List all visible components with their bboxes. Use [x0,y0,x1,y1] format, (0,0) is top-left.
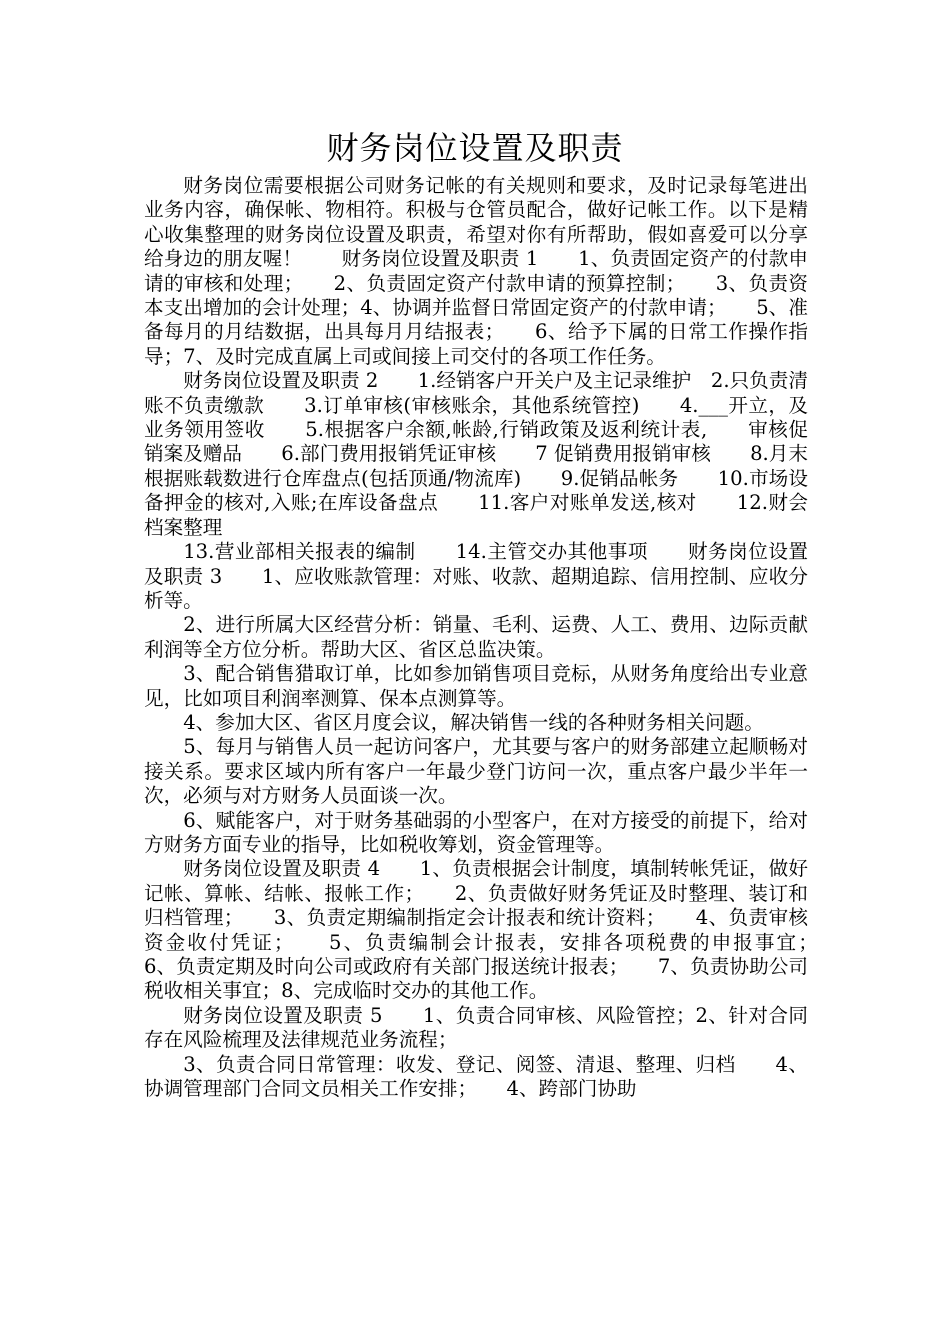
paragraph-duties-2: 财务岗位设置及职责 2 1.经销客户开关户及主记录维护 2.只负责清账不负责缴款 3.订单审核(审核账余，其他系统管控) 4.___开立，及业务领用签收 5.根据客户余额,帐龄,行销政策及返利统计表, 审核促销案及赠品 6.部门费用报销凭证审核 7 促销费用报销审核 8.月末根据账载数进行仓库盘点(包括顶通/物流库) 9.促销品帐务 10.市场设备押金的核对,入账;在库设备盘点 11.客户对账单发送,核对 12.财会档案整理 [144,369,808,539]
paragraph-duties-3-item-6: 6、赋能客户，对于财务基础弱的小型客户，在对方接受的前提下，给对方财务方面专业的指导，比如税收筹划，资金管理等。 [144,808,808,856]
document-body [144,174,848,1101]
paragraph-duties-3-item-5: 5、每月与销售人员一起访问客户，尤其要与客户的财务部建立起顺畅对接关系。要求区域内所有客户一年最少登门访问一次，重点客户最少半年一次，必须与对方财务人员面谈一次。 [144,735,808,808]
paragraph-intro-and-duties-1: 财务岗位需要根据公司财务记帐的有关规则和要求，及时记录每笔进出业务内容，确保帐、物相符。积极与仓管员配合，做好记帐工作。以下是精心收集整理的财务岗位设置及职责，希望对你有所帮助，假如喜爱可以分享给身边的朋友喔！ 财务岗位设置及职责 1 1、负责固定资产的付款申请的审核和处理； 2、负责固定资产付款申请的预算控制； 3、负责资本支出增加的会计处理；4、协调并监督日常固定资产的付款申请； 5、准备每月的月结数据，出具每月月结报表； 6、给予下属的日常工作操作指导；7、及时完成直属上司或间接上司交付的各项工作任务。 [144,174,808,368]
paragraph-duties-3-intro: 13.营业部相关报表的编制 14.主管交办其他事项 财务岗位设置及职责 3 1、应收账款管理：对账、收款、超期追踪、信用控制、应收分析等。 [144,540,808,612]
paragraph-duties-5: 财务岗位设置及职责 5 1、负责合同审核、风险管控；2、针对合同存在风险梳理及法律规范业务流程； [144,1003,808,1052]
paragraph-duties-4: 财务岗位设置及职责 4 1、负责根据会计制度，填制转帐凭证，做好记帐、算帐、结帐、报帐工作； 2、负责做好财务凭证及时整理、装订和归档管理； 3、负责定期编制指定会计报表和统计资料； 4、负责审核资金收付凭证； 5、负责编制会计报表，安排各项税费的申报事宜； 6、负责定期及时向公司或政府有关部门报送统计报表； 7、负责协助公司税收相关事宜；8、完成临时交办的其他工作。 [144,857,848,1003]
paragraph-duties-3-item-4: 4、参加大区、省区月度会议，解决销售一线的各种财务相关问题。 [183,710,764,734]
document-title: 财务岗位设置及职责 [326,129,624,167]
paragraph-duties-3-item-3: 3、配合销售猎取订单，比如参加销售项目竞标，从财务角度给出专业意见，比如项目利润率测算、保本点测算等。 [144,662,808,710]
paragraph-duties-5-item-3: 3、负责合同日常管理：收发、登记、阅签、清退、整理、归档 4、协调管理部门合同文员相关工作安排； 4、跨部门协助 [144,1052,808,1101]
paragraph-duties-3-item-2: 2、进行所属大区经营分析：销量、毛利、运费、人工、费用、边际贡献利润等全方位分析。帮助大区、省区总监决策。 [144,613,808,661]
